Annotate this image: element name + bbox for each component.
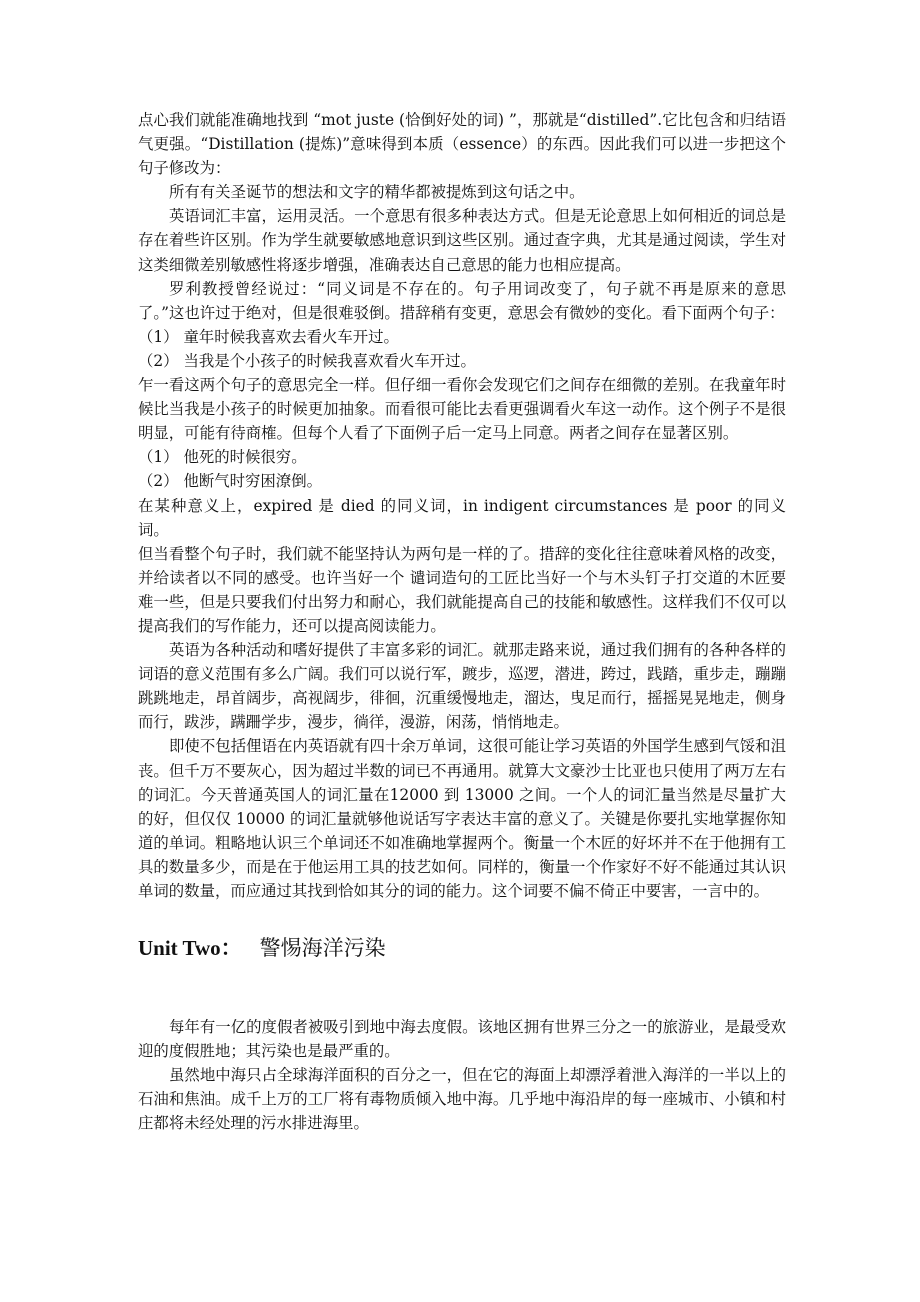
example-sentence-3: （1） 他死的时候很穷。: [138, 448, 307, 467]
paragraph-christmas: 所有有关圣诞节的想法和文字的精华都被提炼到这句话之中。: [169, 183, 585, 202]
paragraph-raleigh-quote: 罗利教授曾经说过：“同义词是不存在的。句子用词改变了，句子就不再是原来的意思了。”这也许过于绝对，但是很难驳倒。措辞稍有变更，意思会有微妙的变化。看下面两个句子：: [138, 279, 786, 322]
example-sentence-4: （2） 他断气时穷困潦倒。: [138, 472, 322, 491]
paragraph-synonyms: 在某种意义上，expired 是 died 的同义词，in indigent circumstances 是 poor 的同义词。: [138, 496, 786, 539]
paragraph-vocabulary-rich: 英语词汇丰富，运用灵活。一个意思有很多种表达方式。但是无论意思上如何相近的词总是存在着些许区别。作为学生就要敏感地意识到这些区别。通过查字典，尤其是通过阅读，学生对这类细微差别敏感性将逐步增强，准确表达自己意思的能力也相应提高。: [138, 207, 786, 274]
unit-heading: [138, 933, 786, 963]
example-sentence-1: （1） 童年时候我喜欢去看火车开过。: [138, 327, 399, 346]
unit-heading-zh: 警惕海洋污染: [259, 936, 386, 961]
paragraph-mediterranean-pollution: 虽然地中海只占全球海洋面积的百分之一，但在它的海面上却漂浮着泄入海洋的一半以上的石油和焦油。成千上万的工厂将有毒物质倾入地中海。几乎地中海沿岸的每一座城市、小镇和村庄都将未经处理的污水排进海里。: [138, 1066, 786, 1133]
document-page: [138, 108, 786, 1136]
paragraph-walking-words: 英语为各种活动和嗜好提供了丰富多彩的词汇。就那走路来说，通过我们拥有的各种各样的词语的意义范围有多么广阔。我们可以说行军，踱步，巡逻，潜进，跨过，践踏，重步走，蹦蹦跳跳地走，昂首阔步，高视阔步，徘徊，沉重缓慢地走，溜达，曳足而行，摇摇晃晃地走，侧身而行，跋涉，蹒跚学步，漫步，徜徉，漫游，闲荡，悄悄地走。: [138, 641, 786, 732]
example-sentence-2: （2） 当我是个小孩子的时候我喜欢看火车开过。: [138, 351, 476, 370]
paragraph-style-change: 但当看整个句子时，我们就不能坚持认为两句是一样的了。措辞的变化往往意味着风格的改变，并给读者以不同的感受。也许当好一个 谴词造句的工匠比当好一个与木头钉子打交道的木匠要难一些，但是只要我们付出努力和耐心，我们就能提高自己的技能和敏感性。这样我们不仅可以提高我们的写作能力，还可以提高阅读能力。: [138, 544, 786, 635]
paragraph-subtle-difference: 乍一看这两个句子的意思完全一样。但仔细一看你会发现它们之间存在细微的差别。在我童年时候比当我是小孩子的时候更加抽象。而看很可能比去看更强调看火车这一动作。这个例子不是很明显，可能有待商榷。但每个人看了下面例子后一定马上同意。两者之间存在显著区别。: [138, 376, 786, 443]
unit-heading-en: Unit Two：: [138, 936, 242, 961]
paragraph-mot-juste: 点心我们就能准确地找到 “mot juste (恰倒好处的词) ”，那就是“distilled”.它比包含和归结语气更强。“Distillation (提炼)”意味得到本质（essence）的东西。因此我们可以进一步把这个句子修改为：: [138, 111, 786, 178]
paragraph-word-count: 即使不包括俚语在内英语就有四十余万单词，这很可能让学习英语的外国学生感到气馁和沮丧。但千万不要灰心，因为超过半数的词已不再通用。就算大文豪沙士比亚也只使用了两万左右的词汇。今天普通英国人的词汇量在12000 到 13000 之间。一个人的词汇量当然是尽量扩大的好，但仅仅 10000 的词汇量就够他说话写字表达丰富的意义了。关键是你要扎实地掌握你知道的单词。粗略地认识三个单词还不如准确地掌握两个。衡量一个木匠的好坏并不在于他拥有工具的数量多少，而是在于他运用工具的技艺如何。同样的，衡量一个作家好不好不能通过其认识单词的数量，而应通过其找到恰如其分的词的能力。这个词要不偏不倚正中要害，一言中的。: [138, 737, 786, 900]
paragraph-mediterranean-tourism: 每年有一亿的度假者被吸引到地中海去度假。该地区拥有世界三分之一的旅游业，是最受欢迎的度假胜地；其污染也是最严重的。: [138, 1018, 786, 1061]
